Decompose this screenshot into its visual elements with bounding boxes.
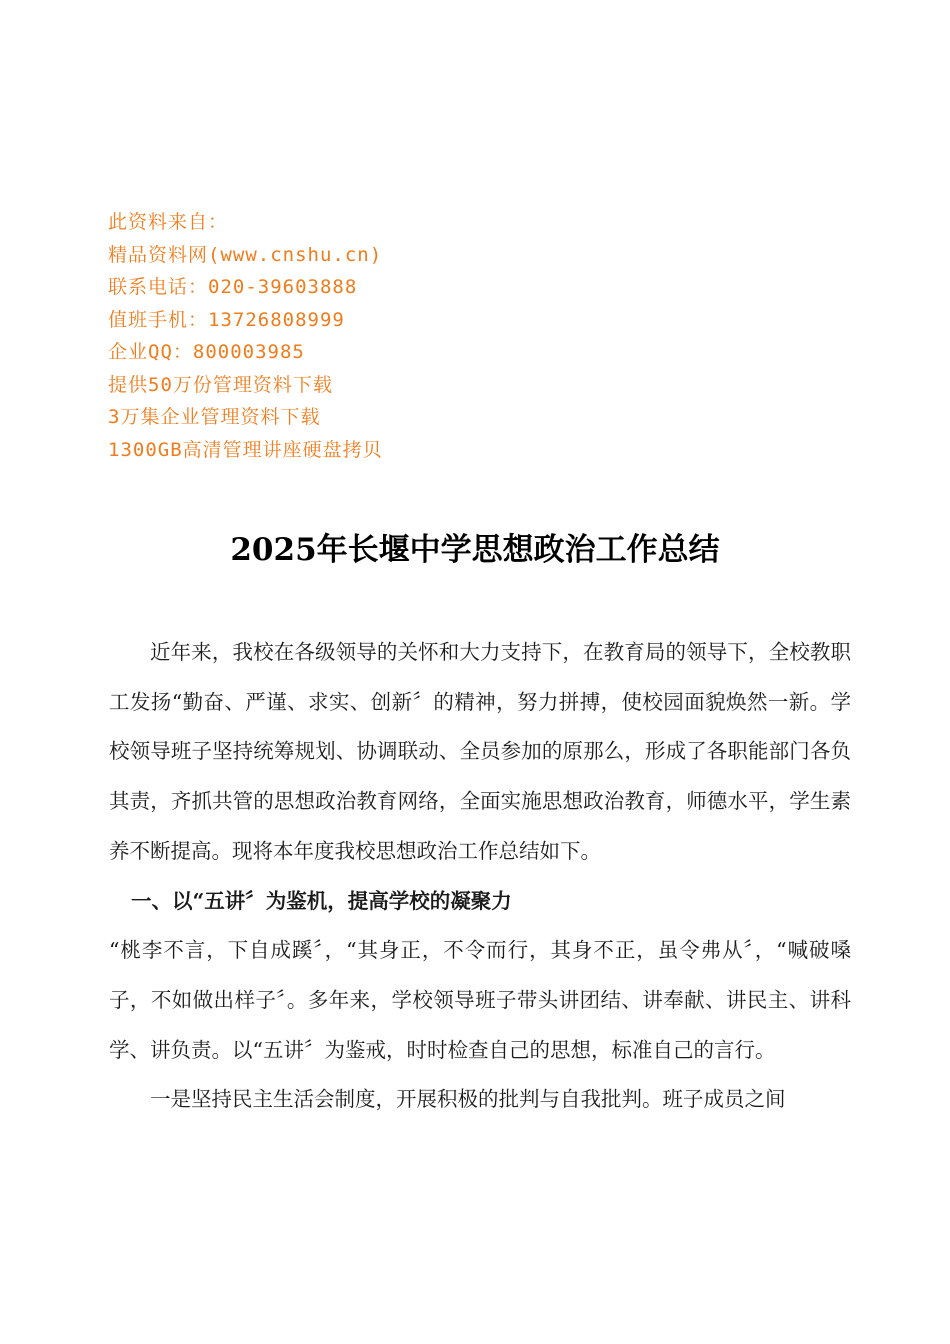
body-paragraph: 一是坚持民主生活会制度，开展积极的批判与自我批判。班子成员之间	[150, 1087, 786, 1112]
source-info-line: 1300GB高清管理讲座硬盘拷贝	[108, 438, 383, 461]
source-info-line: 企业QQ：800003985	[108, 341, 305, 363]
source-info-line: 值班手机：13726808999	[108, 308, 345, 331]
body-paragraph: “桃李不言，下自成蹊〞，“其身正，不令而行，其身不正，虽令弗从〞，“喊破嗓子，不如做出样子〞。多年来，学校领导班子带头讲团结、讲奉献、讲民主、讲科学、讲负责。以“五讲〞为鉴戒，时时检查自己的思想，标准自己的言行。	[109, 938, 851, 1062]
source-info-line: 3万集企业管理资料下载	[108, 406, 321, 428]
source-info-line: 精品资料网(www.cnshu.cn)	[108, 243, 383, 266]
document-title: 2025年长堰中学思想政治工作总结	[230, 532, 720, 568]
source-info-block	[108, 206, 708, 466]
body-paragraph: 近年来，我校在各级领导的关怀和大力支持下，在教育局的领导下，全校教职工发扬“勤奋、严谨、求实、创新〞的精神，努力拼搏，使校园面貌焕然一新。学校领导班子坚持统筹规划、协调联动、全员参加的原那么，形成了各职能部门各负其责，齐抓共管的思想政治教育网络，全面实施思想政治教育，师德水平，学生素养不断提高。现将本年度我校思想政治工作总结如下。	[109, 640, 851, 863]
source-info-line: 此资料来自：	[108, 211, 229, 233]
source-info-line: 联系电话：020-39603888	[108, 276, 358, 298]
section-heading: 一、以“五讲〞为鉴机，提高学校的凝聚力	[131, 888, 512, 913]
document-body	[109, 628, 851, 1125]
source-info-line: 提供50万份管理资料下载	[108, 373, 333, 396]
